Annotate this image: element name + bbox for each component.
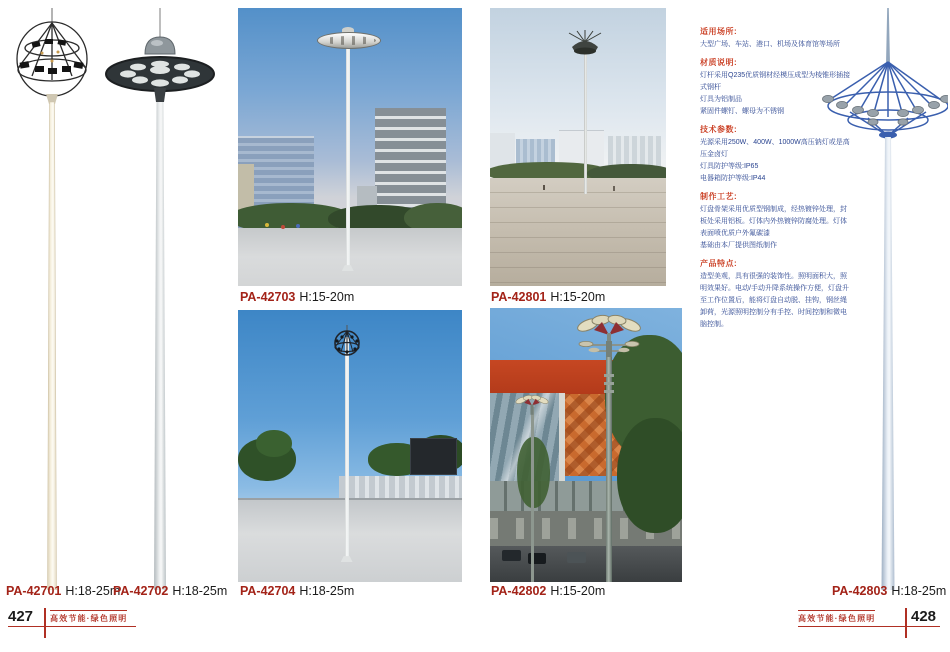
footer-divider-right xyxy=(905,608,907,638)
spec-text-line: 灯具防护等级:IP65 xyxy=(700,163,759,170)
page-number-right: 428 xyxy=(911,608,937,625)
product-label-pa42801 xyxy=(491,290,605,304)
mast-pole xyxy=(345,337,349,560)
product-height: H:18-25m xyxy=(891,584,947,598)
crown-lamp xyxy=(565,30,605,61)
product-height: H:18-25m xyxy=(172,584,228,598)
disc-lamp-fixtures xyxy=(322,36,376,45)
spec-section-title-craft: 制作工艺: xyxy=(700,192,738,201)
spec-section-title-applications: 适用场所: xyxy=(700,27,738,36)
plaza-pavement xyxy=(238,228,462,286)
product-label-pa42802 xyxy=(491,584,605,598)
product-code: PA-42803 xyxy=(832,584,888,598)
tree-right xyxy=(617,418,682,533)
product-height: H:15-20m xyxy=(550,584,606,598)
spec-text-line: 光源采用250W、400W、1000W高压钠灯或是高压金卤灯 xyxy=(700,139,850,158)
product-label-pa42704 xyxy=(240,584,354,598)
mast-pole xyxy=(584,41,587,194)
pole-illustration-pa42701 xyxy=(8,6,98,590)
spec-text-line: 紧固件螺钉、螺母为不锈钢 xyxy=(700,108,784,115)
palm-trees-left xyxy=(256,430,292,457)
product-photo-pa42802 xyxy=(490,308,682,582)
product-code: PA-42702 xyxy=(113,584,169,598)
pole-drawing-disc-crown xyxy=(100,6,220,590)
product-height: H:18-25m xyxy=(299,584,355,598)
car xyxy=(502,550,521,561)
spec-text-line: 造型美观，具有很强的装饰性。照明面积大，照明效果好。电动/手动升降系统操作方便，灯盘升至工作位置后，能将灯盘自动脱、挂钩，钢丝绳卸荷，光源照明控制分有手控、时间控制和微电脑控制。 xyxy=(700,273,849,328)
product-photo-pa42704 xyxy=(238,310,462,582)
flower-lamp-drawing xyxy=(576,313,642,359)
spec-text-line: 大型广场、车站、港口、机场及体育馆等场所 xyxy=(700,41,840,48)
spec-text-line: 灯具为铝制品 xyxy=(700,96,742,103)
footer-slogan-right: 高效节能·绿色照明 xyxy=(798,610,875,624)
product-height: H:15-20m xyxy=(550,290,606,304)
product-height: H:18-25m xyxy=(65,584,121,598)
flower-lamp-drawing-small xyxy=(515,394,549,418)
pavement-joints xyxy=(490,178,666,286)
product-label-pa42803 xyxy=(832,584,946,598)
product-photo-pa42801 xyxy=(490,8,666,286)
led-screen xyxy=(410,438,457,475)
mast-pole xyxy=(346,40,350,267)
mushroom-crown-drawing xyxy=(565,30,605,56)
spec-text-line: 基础由本厂提供图纸制作 xyxy=(700,242,777,249)
product-code: PA-42704 xyxy=(240,584,296,598)
main-lamp-head xyxy=(576,313,642,364)
pole-ring xyxy=(604,382,614,385)
product-code: PA-42703 xyxy=(240,290,296,304)
product-photo-pa42703 xyxy=(238,8,462,286)
spec-text-line: 灯盘骨架采用优质型钢制成，经热镀锌处理，封板处采用铝板。灯体内外热镀锌防腐处理。灯体表面喷优质户外氟碳漆 xyxy=(700,206,847,237)
secondary-lamp-pole xyxy=(531,407,534,582)
spec-text-line: 电器箱防护等级:IP44 xyxy=(700,175,766,182)
product-label-pa42703 xyxy=(240,290,354,304)
pedestrian xyxy=(543,185,545,190)
main-lamp-pole xyxy=(606,342,612,582)
spec-section-title-materials: 材质说明: xyxy=(700,58,738,67)
product-label-pa42701 xyxy=(6,584,120,598)
product-label-pa42702 xyxy=(113,584,227,598)
pedestrian xyxy=(613,186,615,191)
product-code: PA-42801 xyxy=(491,290,547,304)
spec-section-title-parameters: 技术参数: xyxy=(700,125,738,134)
spec-text-line: 灯杆采用Q235优质钢材经模压成型为棱锥形插接式钢杆 xyxy=(700,72,851,91)
cage-crown-drawing xyxy=(330,325,364,361)
pole-illustration-pa42702 xyxy=(100,6,220,590)
product-height: H:15-20m xyxy=(299,290,355,304)
car xyxy=(567,552,586,563)
plaza-pavement xyxy=(490,178,666,286)
secondary-lamp-head xyxy=(515,394,549,423)
plaza-pavement xyxy=(238,498,462,582)
pole-drawing-cage-crown xyxy=(8,6,98,590)
pole-ring xyxy=(604,390,614,393)
spec-section-title-features: 产品特点: xyxy=(700,259,738,268)
pole-ring xyxy=(604,374,614,377)
footer-slogan-left: 高效节能·绿色照明 xyxy=(50,610,127,624)
page-number-left: 427 xyxy=(8,608,34,625)
spec-panel xyxy=(700,26,853,331)
umbrella-dot xyxy=(281,225,285,229)
product-code: PA-42802 xyxy=(491,584,547,598)
crown-lamp xyxy=(330,325,364,366)
product-code: PA-42701 xyxy=(6,584,62,598)
footer-divider-left xyxy=(44,608,46,638)
footer-underline-left xyxy=(8,626,136,627)
disc-lamp-ring xyxy=(317,32,381,49)
footer-underline-right xyxy=(798,626,940,627)
